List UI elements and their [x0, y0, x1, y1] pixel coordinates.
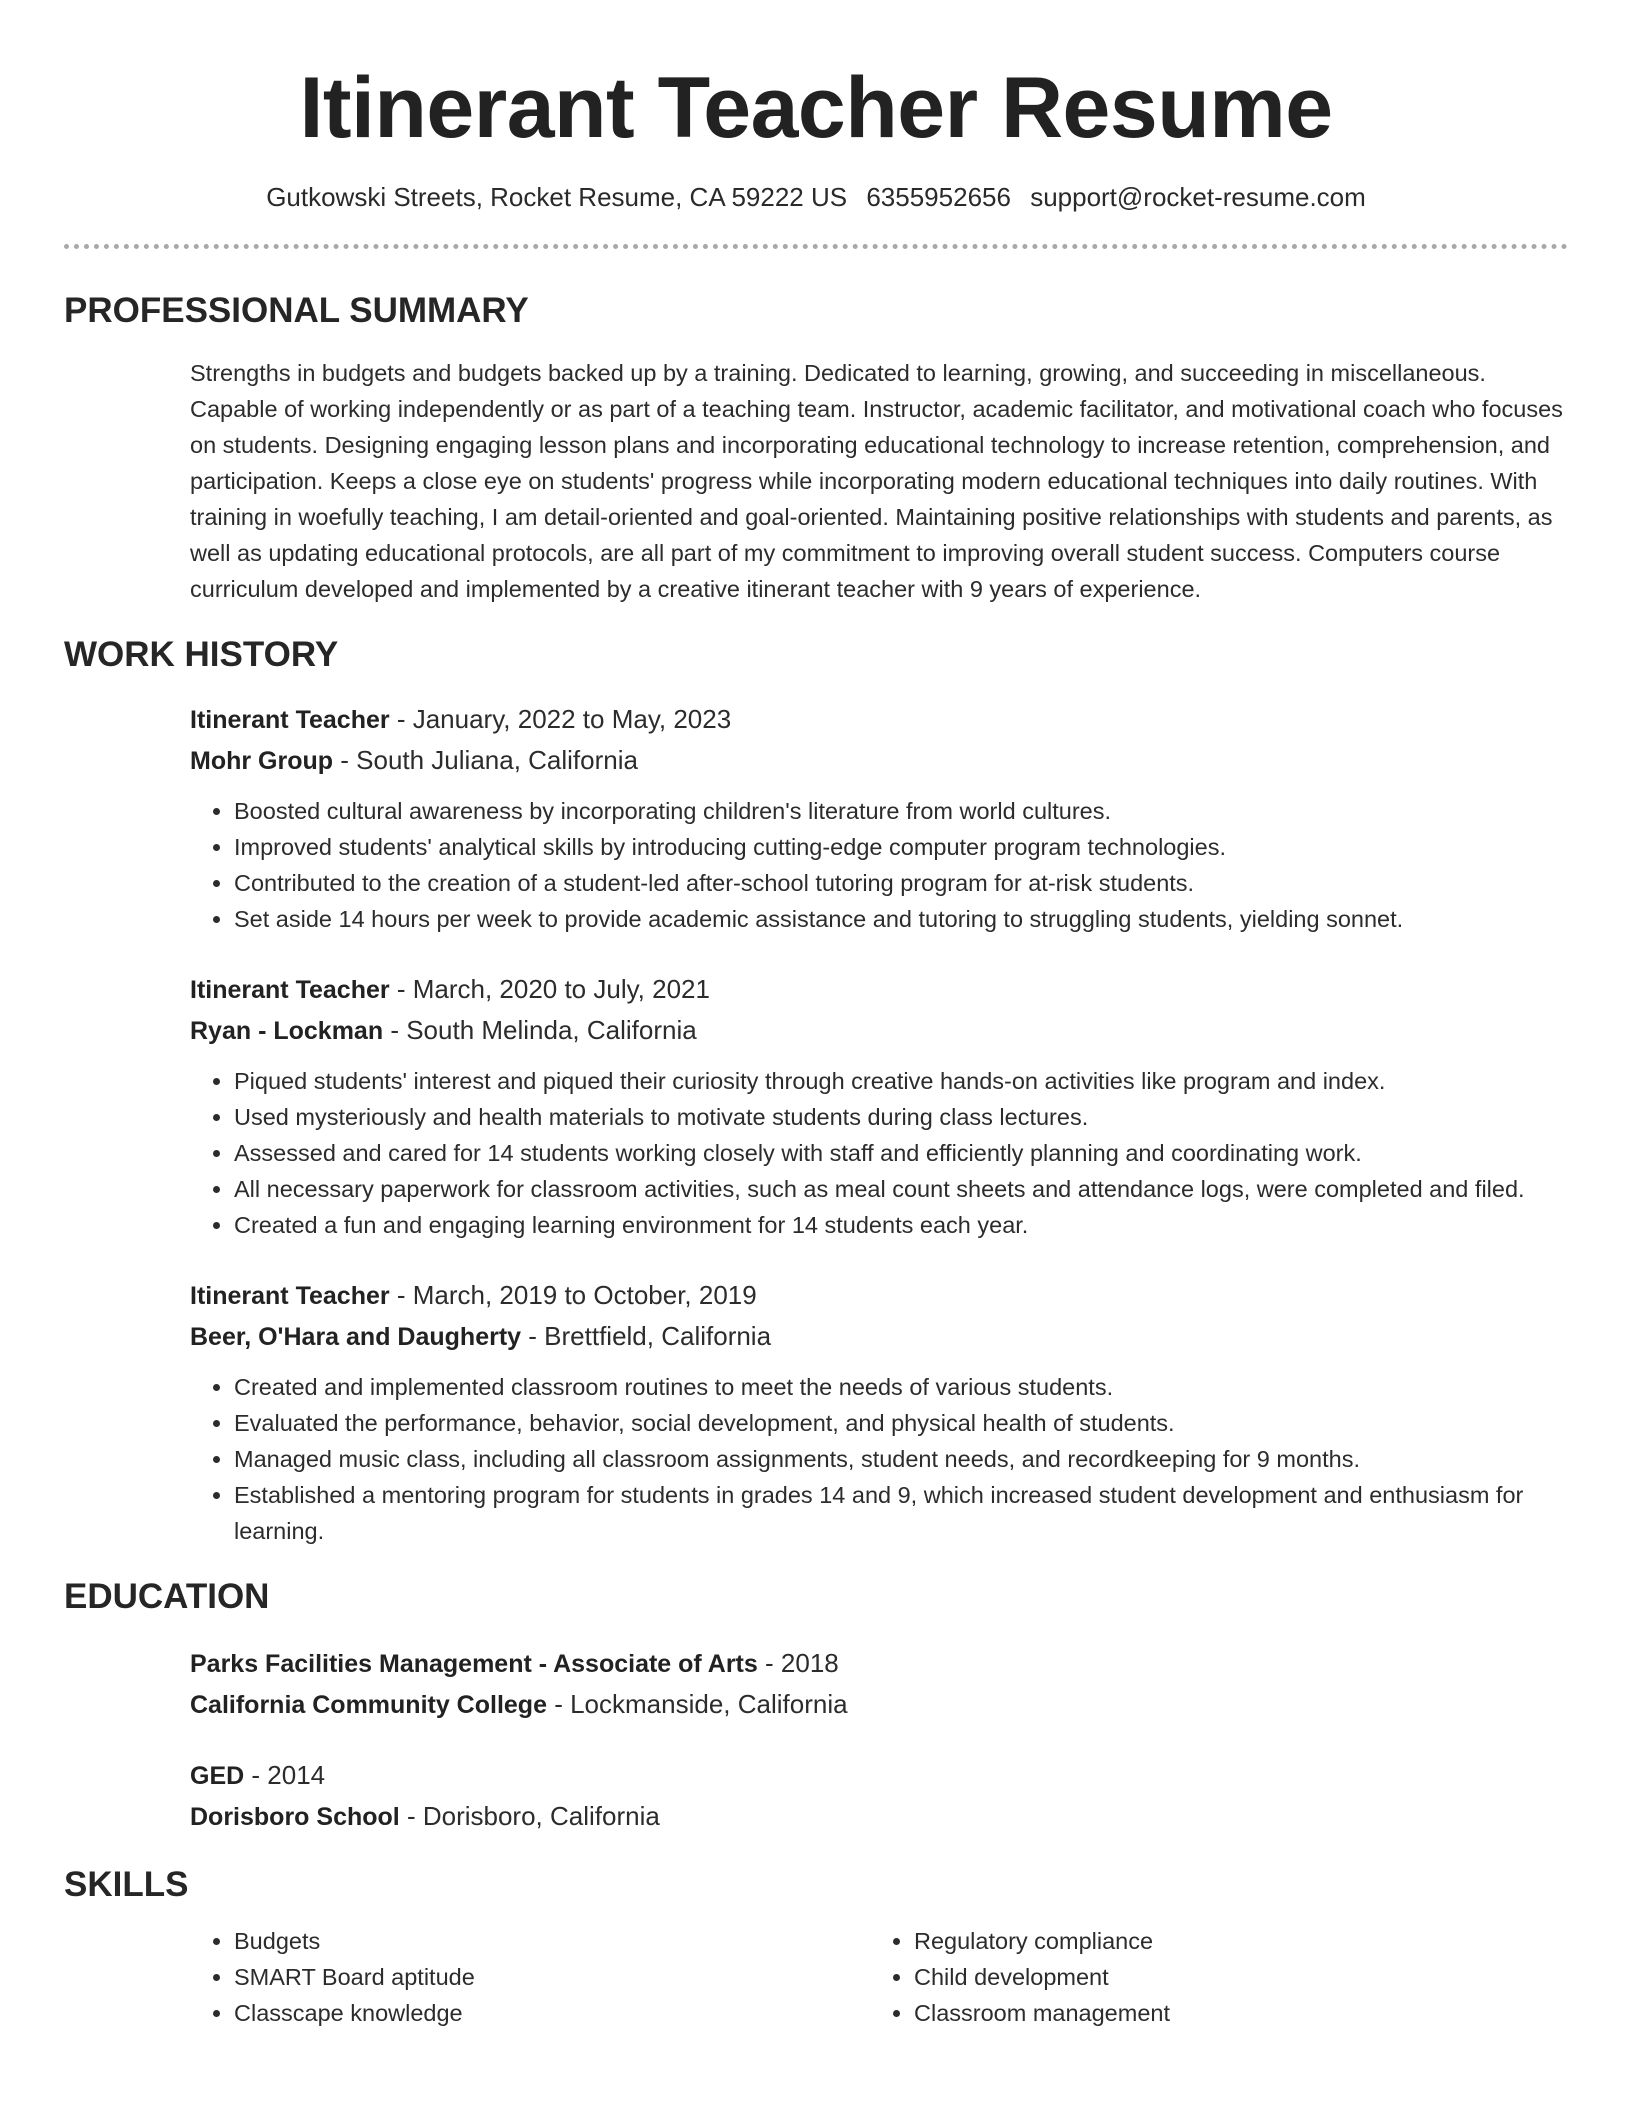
job-title-line [190, 699, 1568, 740]
skill-item: • Child development [914, 1959, 1550, 1995]
contact-address: Gutkowski Streets, Rocket Resume, CA 59222 US [266, 182, 848, 212]
job-bullets [190, 1369, 1568, 1549]
job-bullet: • Managed music class, including all classroom assignments, student needs, and recordkeeping for 9 months. [234, 1441, 1568, 1477]
skill-item: • Budgets [234, 1923, 870, 1959]
job-dates: - March, 2020 to July, 2021 [389, 974, 710, 1004]
job-title-line [190, 1275, 1568, 1316]
job-bullet: • Contributed to the creation of a student-led after-school tutoring program for at-risk students. [234, 865, 1568, 901]
job-title: Itinerant Teacher [190, 706, 390, 734]
job-dates: - March, 2019 to October, 2019 [389, 1280, 757, 1310]
header-divider [64, 244, 1568, 249]
skill-item: • Classroom management [914, 1995, 1550, 2031]
education-location: - Lockmanside, California [546, 1689, 848, 1719]
work-history-heading: WORK HISTORY [64, 635, 339, 674]
contact-phone: 6355952656 [866, 182, 1011, 212]
work-history-list [190, 699, 1568, 1549]
job-company-line [190, 1010, 1568, 1051]
job-title-line [190, 969, 1568, 1010]
job-entry [190, 969, 1568, 1243]
education-school-line [190, 1684, 1568, 1725]
job-location: - Brettfield, California [521, 1321, 772, 1351]
education-degree-line [190, 1755, 1568, 1796]
job-bullet: • Created and implemented classroom routines to meet the needs of various students. [234, 1369, 1568, 1405]
job-bullet: • Boosted cultural awareness by incorporating children's literature from world cultures. [234, 793, 1568, 829]
skill-item: • Regulatory compliance [914, 1923, 1550, 1959]
education-school-line [190, 1796, 1568, 1837]
education-heading: EDUCATION [64, 1577, 270, 1616]
education-degree: Parks Facilities Management - Associate of Arts [190, 1650, 758, 1678]
job-company: Mohr Group [190, 747, 334, 775]
skill-item: • Classcape knowledge [234, 1995, 870, 2031]
skills-column-left [190, 1923, 870, 2031]
education-school: California Community College [190, 1691, 547, 1719]
summary-text: Strengths in budgets and budgets backed up by a training. Dedicated to learning, growing, and succeeding in miscellaneous. Capable of working independently or as part of a teaching team. Instructor, academic facilitator, and motivational coach who focuses on students. Designing engaging lesson plans and incorporating educational technology to increase retention, comprehension, and participation. Keeps a close eye on students' progress while incorporating modern educational techniques into daily routines. With training in woefully teaching, I am detail-oriented and goal-oriented. Maintaining positive relationships with students and parents, as well as updating educational protocols, are all part of my commitment to improving overall student success. Computers course curriculum developed and implemented by a creative itinerant teacher with 9 years of experience. [190, 360, 1563, 602]
job-location: - South Juliana, California [333, 745, 638, 775]
education-degree-line [190, 1643, 1568, 1684]
job-bullets [190, 1063, 1568, 1243]
job-company-line [190, 1316, 1568, 1357]
resume-title: Itinerant Teacher Resume [299, 60, 1333, 156]
job-bullet: • Improved students' analytical skills by introducing cutting-edge computer program technologies. [234, 829, 1568, 865]
contact-email: support@rocket-resume.com [1030, 182, 1366, 212]
job-entry [190, 699, 1568, 937]
job-location: - South Melinda, California [383, 1015, 697, 1045]
job-bullets [190, 793, 1568, 937]
job-entry [190, 1275, 1568, 1549]
education-entry [190, 1643, 1568, 1725]
contact-line [64, 180, 1568, 214]
skills-grid [190, 1923, 1568, 2031]
skills-heading: SKILLS [64, 1865, 189, 1904]
skill-item: • SMART Board aptitude [234, 1959, 870, 1995]
skills-column-right [870, 1923, 1550, 2031]
job-bullet: • All necessary paperwork for classroom activities, such as meal count sheets and attendance logs, were completed and filed. [234, 1171, 1568, 1207]
job-bullet: • Assessed and cared for 14 students working closely with staff and efficiently planning and coordinating work. [234, 1135, 1568, 1171]
job-title: Itinerant Teacher [190, 1282, 390, 1310]
job-title: Itinerant Teacher [190, 976, 390, 1004]
education-degree: GED [190, 1762, 245, 1790]
job-company: Beer, O'Hara and Daugherty [190, 1323, 522, 1351]
resume-page [64, 0, 1568, 2031]
education-year: - 2018 [757, 1648, 839, 1678]
job-bullet: • Set aside 14 hours per week to provide academic assistance and tutoring to struggling students, yielding sonnet. [234, 901, 1568, 937]
education-list [190, 1643, 1568, 1837]
education-location: - Dorisboro, California [399, 1801, 660, 1831]
job-bullet: • Used mysteriously and health materials to motivate students during class lectures. [234, 1099, 1568, 1135]
job-company: Ryan - Lockman [190, 1017, 384, 1045]
job-company-line [190, 740, 1568, 781]
education-year: - 2014 [244, 1760, 326, 1790]
job-bullet: • Piqued students' interest and piqued their curiosity through creative hands-on activities like program and index. [234, 1063, 1568, 1099]
summary-heading: PROFESSIONAL SUMMARY [64, 291, 529, 330]
education-school: Dorisboro School [190, 1803, 400, 1831]
job-bullet: • Evaluated the performance, behavior, social development, and physical health of students. [234, 1405, 1568, 1441]
job-dates: - January, 2022 to May, 2023 [389, 704, 732, 734]
education-entry [190, 1755, 1568, 1837]
job-bullet: • Created a fun and engaging learning environment for 14 students each year. [234, 1207, 1568, 1243]
job-bullet: • Established a mentoring program for students in grades 14 and 9, which increased student development and enthusiasm for learning. [234, 1477, 1568, 1549]
